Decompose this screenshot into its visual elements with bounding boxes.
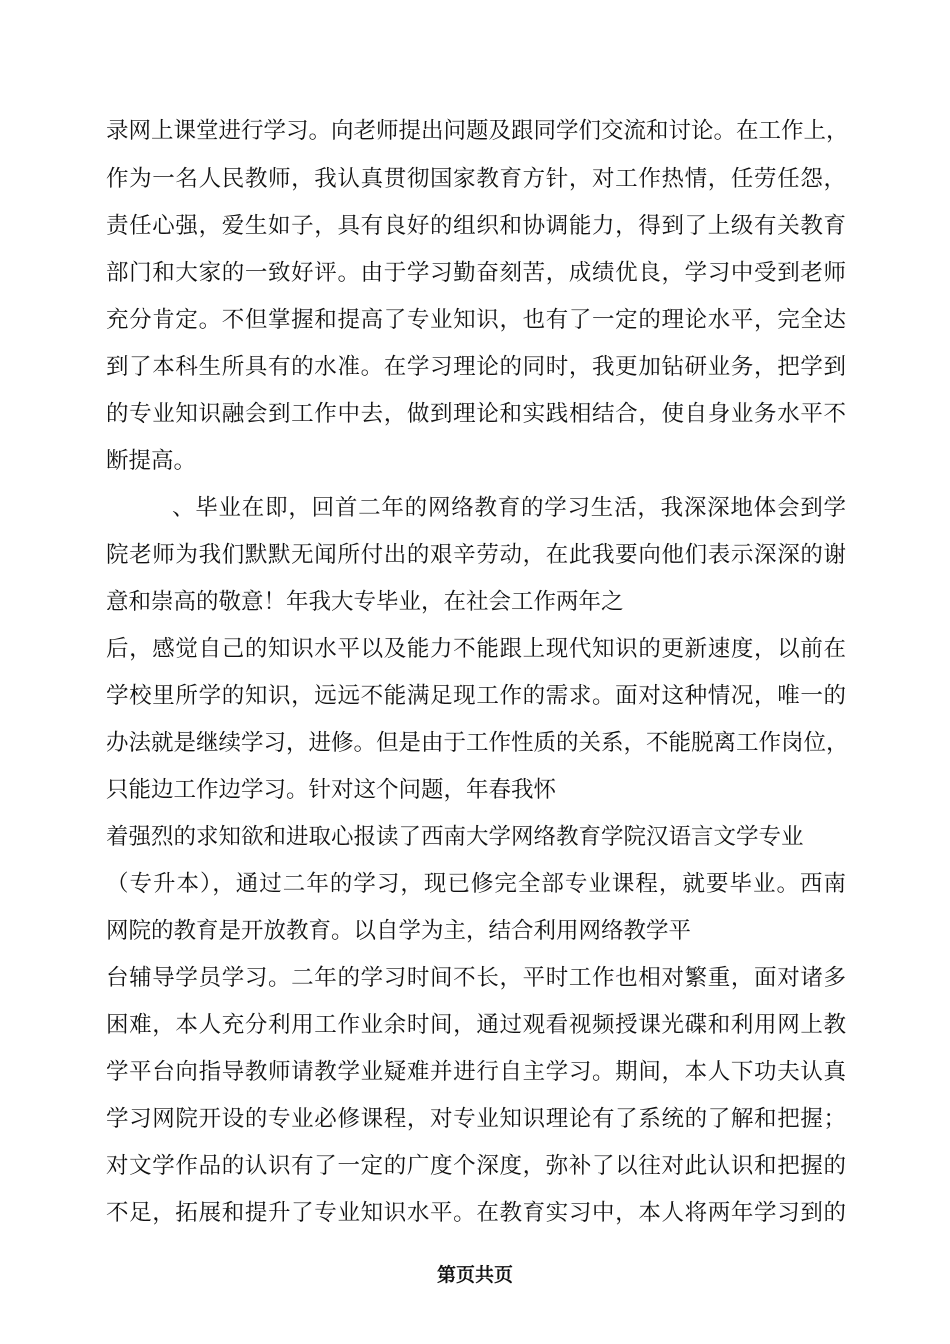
page-number-footer: 第页共页 <box>436 1264 513 1286</box>
text-line: 后，感觉自己的知识水平以及能力不能跟上现代知识的更新速度，以前在 <box>106 636 846 662</box>
text-line: 学平台向指导教师请教学业疑难并进行自主学习。期间，本人下功夫认真 <box>106 1059 846 1085</box>
text-line: 着强烈的求知欲和进取心报读了西南大学网络教育学院汉语言文学专业 <box>106 824 804 850</box>
text-line: 录网上课堂进行学习。向老师提出问题及跟同学们交流和讨论。在工作上， <box>106 118 849 144</box>
text-line: 充分肯定。不但掌握和提高了专业知识，也有了一定的理论水平，完全达 <box>106 307 846 333</box>
text-line: 部门和大家的一致好评。由于学习勤奋刻苦，成绩优良，学习中受到老师 <box>106 260 846 286</box>
text-line: 意和崇高的敬意！年我大专毕业，在社会工作两年之 <box>106 589 624 615</box>
text-line: 困难，本人充分利用工作业余时间，通过观看视频授课光碟和利用网上教 <box>106 1012 846 1038</box>
text-line: 台辅导学员学习。二年的学习时间不长，平时工作也相对繁重，面对诸多 <box>106 965 846 991</box>
text-line: 作为一名人民教师，我认真贯彻国家教育方针，对工作热情，任劳任怨， <box>106 166 846 192</box>
text-line: 办法就是继续学习，进修。但是由于工作性质的关系，不能脱离工作岗位， <box>106 730 849 756</box>
text-line: （专升本），通过二年的学习，现已修完全部专业课程，就要毕业。西南 <box>106 871 846 897</box>
text-line: 断提高。 <box>106 448 197 474</box>
text-line: 不足，拓展和提升了专业知识水平。在教育实习中，本人将两年学习到的 <box>106 1200 846 1226</box>
text-line: 的专业知识融会到工作中去，做到理论和实践相结合，使自身业务水平不 <box>106 401 846 427</box>
text-line: 对文学作品的认识有了一定的广度个深度，弥补了以往对此认识和把握的 <box>106 1153 846 1179</box>
text-line: 院老师为我们默默无闻所付出的艰辛劳动，在此我要向他们表示深深的谢 <box>106 542 846 568</box>
text-line: 只能边工作边学习。针对这个问题，年春我怀 <box>106 777 557 803</box>
text-line: 网院的教育是开放教育。以自学为主，结合利用网络教学平 <box>106 918 692 944</box>
text-line: 学校里所学的知识，远远不能满足现工作的需求。面对这种情况，唯一的 <box>106 683 846 709</box>
text-line: 学习网院开设的专业必修课程，对专业知识理论有了系统的了解和把握； <box>106 1106 846 1132</box>
text-line: 责任心强，爱生如子，具有良好的组织和协调能力，得到了上级有关教育 <box>106 213 846 239</box>
paragraph-start-line: 、毕业在即，回首二年的网络教育的学习生活，我深深地体会到学 <box>172 495 846 521</box>
text-line: 到了本科生所具有的水准。在学习理论的同时，我更加钻研业务，把学到 <box>106 354 846 380</box>
